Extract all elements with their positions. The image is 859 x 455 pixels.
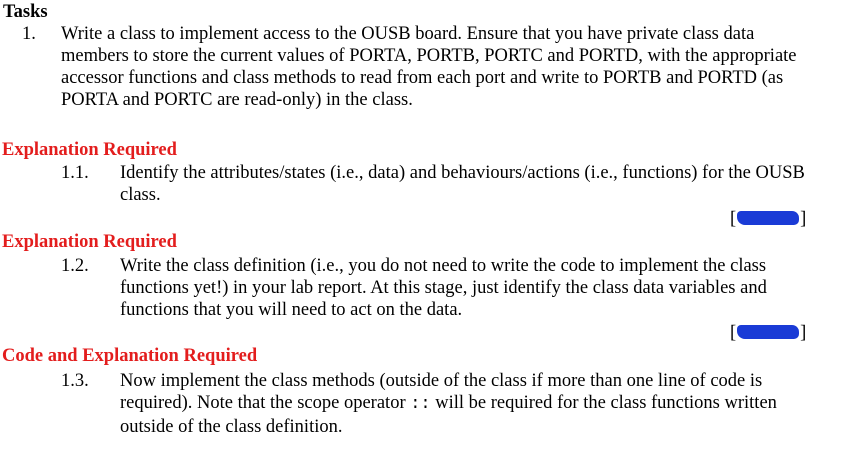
- marks-indicator: [730, 208, 806, 230]
- page-title: Tasks: [3, 2, 48, 22]
- marks-bracket-open: [: [730, 323, 737, 343]
- subtask-description: Identify the attributes/states (i.e., data) and behaviours/actions (i.e., functions) for the OUSB class.: [120, 163, 805, 205]
- scope-operator: ::: [410, 395, 431, 414]
- section-heading: Explanation Required: [2, 232, 177, 252]
- section-heading: Explanation Required: [2, 140, 177, 160]
- text-after-operator: will be required for the class functions written outside of the class definition.: [120, 393, 777, 437]
- marks-bracket-close: ]: [800, 323, 807, 343]
- subtask-description: [120, 370, 820, 438]
- subtask-number: 1.3.: [61, 371, 89, 391]
- task-number: 1.: [22, 24, 36, 44]
- marks-indicator: [730, 322, 806, 344]
- section-heading: Code and Explanation Required: [2, 346, 258, 366]
- redaction-mark: [737, 325, 799, 339]
- marks-bracket-close: ]: [800, 209, 807, 229]
- subtask-number: 1.1.: [61, 163, 89, 183]
- task-description: Write a class to implement access to the OUSB board. Ensure that you have private class data members to store the current values of PORTA, PORTB, PORTC and PORTD, with the appropriate accessor functions and class methods to read from each port and write to PORTB and PORTD (as PORTA and PORTC are read-only) in the class.: [61, 24, 797, 110]
- text-before-operator: Now implement the class methods (outside of the class if more than one line of code is required). Note that the scope operator: [120, 371, 763, 413]
- subtask-number: 1.2.: [61, 256, 89, 276]
- redaction-mark: [737, 211, 799, 225]
- subtask-description: Write the class definition (i.e., you do not need to write the code to implement the class functions yet!) in your lab report. At this stage, just identify the class data variables and functions that you will need to act on the data.: [120, 256, 767, 320]
- marks-bracket-open: [: [730, 209, 737, 229]
